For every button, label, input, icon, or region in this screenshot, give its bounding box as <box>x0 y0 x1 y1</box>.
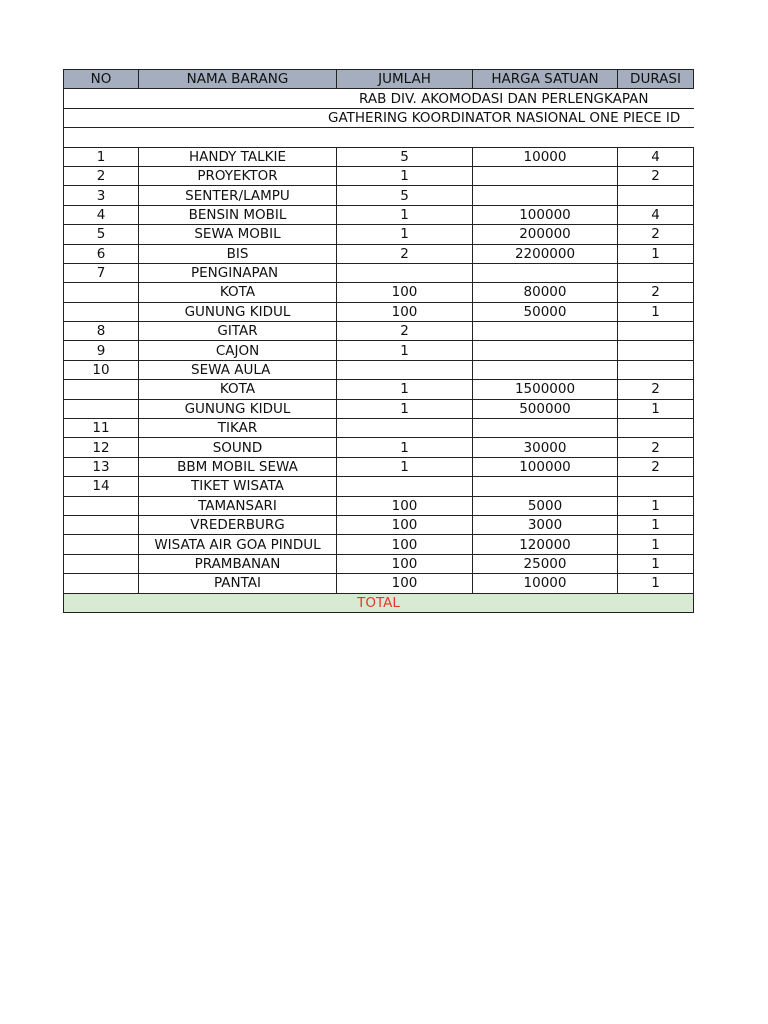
cell-jumlah <box>337 263 473 282</box>
header-jumlah: JUMLAH <box>337 70 473 89</box>
table-row <box>64 244 694 263</box>
cell-jumlah: 1 <box>337 399 473 418</box>
table-row <box>64 554 694 573</box>
cell-jumlah: 5 <box>337 186 473 205</box>
table-row <box>64 438 694 457</box>
cell-jumlah: 1 <box>337 380 473 399</box>
table-row <box>64 322 694 341</box>
cell-harga <box>473 166 618 185</box>
cell-durasi: 2 <box>618 438 694 457</box>
title-line-2: GATHERING KOORDINATOR NASIONAL ONE PIECE ID <box>64 108 694 127</box>
cell-durasi: 2 <box>618 166 694 185</box>
cell-no: 13 <box>64 457 139 476</box>
cell-jumlah: 2 <box>337 244 473 263</box>
cell-durasi: 1 <box>618 496 694 515</box>
cell-durasi: 1 <box>618 535 694 554</box>
cell-nama: KOTA <box>139 380 337 399</box>
cell-durasi <box>618 263 694 282</box>
cell-durasi: 2 <box>618 457 694 476</box>
table-row <box>64 457 694 476</box>
table-row <box>64 186 694 205</box>
table-row <box>64 147 694 166</box>
header-row <box>64 70 694 89</box>
cell-jumlah: 100 <box>337 302 473 321</box>
header-nama-barang: NAMA BARANG <box>139 70 337 89</box>
cell-nama: PANTAI <box>139 574 337 593</box>
header-harga-satuan: HARGA SATUAN <box>473 70 618 89</box>
cell-nama: SEWA MOBIL <box>139 225 337 244</box>
cell-no <box>64 574 139 593</box>
cell-durasi <box>618 186 694 205</box>
cell-jumlah: 1 <box>337 205 473 224</box>
cell-no: 7 <box>64 263 139 282</box>
cell-no: 1 <box>64 147 139 166</box>
cell-nama: WISATA AIR GOA PINDUL <box>139 535 337 554</box>
cell-durasi: 1 <box>618 515 694 534</box>
budget-table <box>63 69 694 613</box>
cell-nama: TIKET WISATA <box>139 477 337 496</box>
cell-nama: TAMANSARI <box>139 496 337 515</box>
cell-no <box>64 554 139 573</box>
table-row <box>64 574 694 593</box>
cell-no: 8 <box>64 322 139 341</box>
cell-harga <box>473 341 618 360</box>
cell-nama: BBM MOBIL SEWA <box>139 457 337 476</box>
table-row <box>64 341 694 360</box>
cell-jumlah: 100 <box>337 283 473 302</box>
cell-nama: SEWA AULA <box>139 360 337 379</box>
cell-harga <box>473 419 618 438</box>
cell-no <box>64 283 139 302</box>
cell-harga: 50000 <box>473 302 618 321</box>
table-row <box>64 399 694 418</box>
cell-durasi: 2 <box>618 225 694 244</box>
cell-nama: SENTER/LAMPU <box>139 186 337 205</box>
cell-harga: 80000 <box>473 283 618 302</box>
cell-no: 6 <box>64 244 139 263</box>
cell-no: 3 <box>64 186 139 205</box>
cell-no: 11 <box>64 419 139 438</box>
table-row <box>64 496 694 515</box>
cell-durasi: 2 <box>618 380 694 399</box>
table-row <box>64 283 694 302</box>
cell-jumlah <box>337 360 473 379</box>
cell-nama: PENGINAPAN <box>139 263 337 282</box>
cell-durasi: 1 <box>618 302 694 321</box>
cell-jumlah: 100 <box>337 535 473 554</box>
cell-nama: BIS <box>139 244 337 263</box>
blank-row <box>64 128 694 147</box>
cell-harga: 25000 <box>473 554 618 573</box>
cell-jumlah: 1 <box>337 225 473 244</box>
cell-harga: 1500000 <box>473 380 618 399</box>
cell-jumlah: 100 <box>337 496 473 515</box>
cell-nama: GUNUNG KIDUL <box>139 399 337 418</box>
cell-no: 4 <box>64 205 139 224</box>
total-label: TOTAL <box>64 593 694 612</box>
cell-harga: 30000 <box>473 438 618 457</box>
cell-durasi: 1 <box>618 399 694 418</box>
table-row <box>64 205 694 224</box>
cell-nama: PRAMBANAN <box>139 554 337 573</box>
cell-no: 14 <box>64 477 139 496</box>
cell-no <box>64 399 139 418</box>
cell-jumlah: 5 <box>337 147 473 166</box>
cell-harga: 2200000 <box>473 244 618 263</box>
table-row <box>64 360 694 379</box>
cell-harga <box>473 186 618 205</box>
cell-durasi: 2 <box>618 283 694 302</box>
cell-durasi: 4 <box>618 205 694 224</box>
cell-jumlah: 100 <box>337 515 473 534</box>
cell-nama: KOTA <box>139 283 337 302</box>
cell-nama: GUNUNG KIDUL <box>139 302 337 321</box>
table-row <box>64 419 694 438</box>
header-no: NO <box>64 70 139 89</box>
table-row <box>64 535 694 554</box>
cell-nama: HANDY TALKIE <box>139 147 337 166</box>
cell-nama: SOUND <box>139 438 337 457</box>
cell-harga <box>473 322 618 341</box>
table-row <box>64 515 694 534</box>
cell-harga: 10000 <box>473 147 618 166</box>
cell-durasi: 4 <box>618 147 694 166</box>
table-body <box>64 147 694 593</box>
cell-no <box>64 535 139 554</box>
cell-harga <box>473 263 618 282</box>
cell-harga: 5000 <box>473 496 618 515</box>
cell-nama: GITAR <box>139 322 337 341</box>
cell-no: 9 <box>64 341 139 360</box>
cell-durasi <box>618 360 694 379</box>
cell-no: 2 <box>64 166 139 185</box>
cell-harga: 100000 <box>473 457 618 476</box>
cell-harga <box>473 360 618 379</box>
cell-harga: 10000 <box>473 574 618 593</box>
cell-harga: 200000 <box>473 225 618 244</box>
cell-jumlah <box>337 477 473 496</box>
cell-nama: CAJON <box>139 341 337 360</box>
cell-jumlah: 1 <box>337 166 473 185</box>
table-row <box>64 380 694 399</box>
cell-durasi <box>618 341 694 360</box>
cell-nama: VREDERBURG <box>139 515 337 534</box>
cell-durasi: 1 <box>618 244 694 263</box>
cell-nama: TIKAR <box>139 419 337 438</box>
table-row <box>64 225 694 244</box>
title-line-1: RAB DIV. AKOMODASI DAN PERLENGKAPAN <box>64 89 694 108</box>
cell-no: 12 <box>64 438 139 457</box>
cell-harga: 120000 <box>473 535 618 554</box>
cell-no <box>64 496 139 515</box>
cell-no <box>64 380 139 399</box>
cell-no <box>64 302 139 321</box>
cell-no <box>64 515 139 534</box>
cell-no: 5 <box>64 225 139 244</box>
cell-durasi: 1 <box>618 574 694 593</box>
table-row <box>64 263 694 282</box>
table-row <box>64 302 694 321</box>
cell-jumlah: 1 <box>337 457 473 476</box>
cell-jumlah: 2 <box>337 322 473 341</box>
table-row <box>64 477 694 496</box>
cell-jumlah <box>337 419 473 438</box>
cell-harga: 3000 <box>473 515 618 534</box>
budget-sheet <box>63 69 693 613</box>
cell-durasi <box>618 477 694 496</box>
cell-jumlah: 100 <box>337 554 473 573</box>
header-durasi: DURASI <box>618 70 694 89</box>
cell-durasi <box>618 322 694 341</box>
cell-durasi <box>618 419 694 438</box>
cell-jumlah: 1 <box>337 438 473 457</box>
cell-no: 10 <box>64 360 139 379</box>
cell-durasi: 1 <box>618 554 694 573</box>
cell-harga: 100000 <box>473 205 618 224</box>
table-row <box>64 166 694 185</box>
cell-jumlah: 1 <box>337 341 473 360</box>
cell-harga: 500000 <box>473 399 618 418</box>
cell-jumlah: 100 <box>337 574 473 593</box>
cell-harga <box>473 477 618 496</box>
cell-nama: BENSIN MOBIL <box>139 205 337 224</box>
cell-nama: PROYEKTOR <box>139 166 337 185</box>
